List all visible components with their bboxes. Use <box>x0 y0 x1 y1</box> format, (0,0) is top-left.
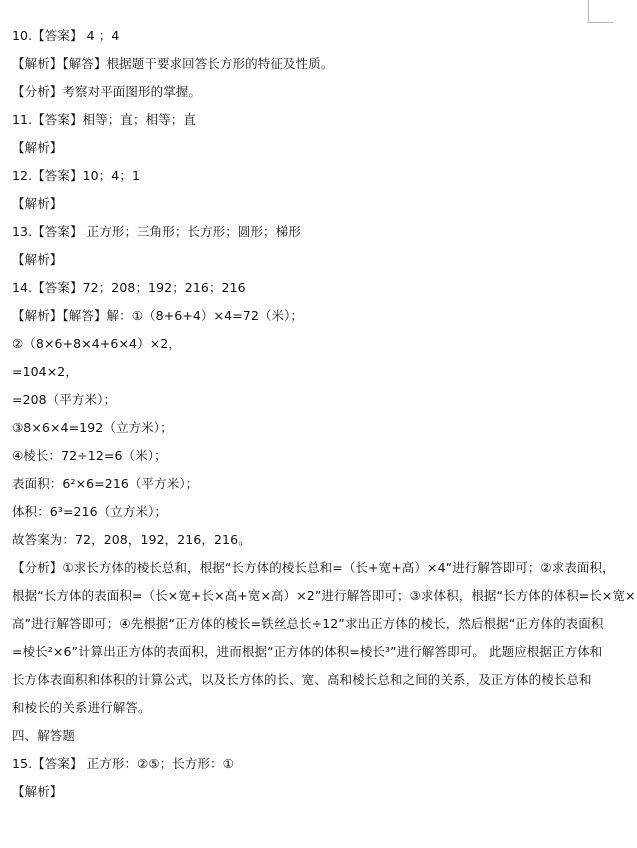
answer-11-line: 11.【答案】相等；直；相等；直 <box>12 112 196 127</box>
analysis-13-line: 【解析】 <box>12 252 63 267</box>
answer-12-line: 12.【答案】10；4；1 <box>12 168 140 183</box>
analysis-14-step2: ②（8×6+8×4+6×4）×2， <box>12 336 181 351</box>
summary-14-line6: 和棱长的关系进行解答。 <box>12 700 151 715</box>
section-heading-4: 四、解答题 <box>12 728 76 743</box>
analysis-14-surface: 表面积：6²×6=216（平方米）； <box>12 476 199 491</box>
summary-14-line1: 【分析】①求长方体的棱长总和，根据“长方体的棱长总和=（长+宽+高）×4”进行解答即可；②求表面积， <box>12 560 615 575</box>
analysis-11-line: 【解析】 <box>12 140 63 155</box>
analysis-14-step1: 【解析】【解答】解：①（8+6+4）×4=72（米）； <box>12 308 304 323</box>
summary-14-line2: 根据“长方体的表面积=（长×宽+长×高+宽×高）×2”进行解答即可；③求体积，根据“长方体的体积=长×宽× <box>12 588 636 603</box>
analysis-14-step2b: =104×2， <box>12 364 78 379</box>
analysis-14-step3: ③8×6×4=192（立方米）； <box>12 420 173 435</box>
analysis-14-volume: 体积：6³=216（立方米）； <box>12 504 168 519</box>
analysis-15-line: 【解析】 <box>12 784 63 799</box>
answer-15-line: 15.【答案】 正方形：②⑤；长方形：① <box>12 756 234 771</box>
analysis-12-line: 【解析】 <box>12 196 63 211</box>
answer-14-line: 14.【答案】72；208；192；216；216 <box>12 280 246 295</box>
answer-10-line: 10.【答案】 4 ；4 <box>12 28 120 43</box>
answer-13-line: 13.【答案】 正方形；三角形；长方形；圆形；梯形 <box>12 224 301 239</box>
analysis-10-line: 【解析】【解答】根据题干要求回答长方形的特征及性质。 <box>12 56 334 71</box>
summary-10-line: 【分析】考察对平面图形的掌握。 <box>12 84 202 99</box>
summary-14-line4: =棱长²×6”计算出正方体的表面积，进而根据“正方体的体积=棱长³”进行解答即可。 此题应根据正方体和 <box>12 644 603 659</box>
analysis-14-step2c: =208（平方米）； <box>12 392 117 407</box>
analysis-14-conclusion: 故答案为：72，208，192，216，216。 <box>12 532 251 547</box>
summary-14-line5: 长方体表面积和体积的计算公式，以及长方体的长、宽、高和棱长总和之间的关系，及正方体的棱长总和 <box>12 672 592 687</box>
document-body <box>12 22 636 806</box>
page-corner-mark <box>588 0 613 23</box>
summary-14-line3: 高”进行解答即可；④先根据“正方体的棱长=铁丝总长÷12”求出正方体的棱长，然后根据“正方体的表面积 <box>12 616 604 631</box>
analysis-14-step4: ④棱长：72÷12=6（米）； <box>12 448 167 463</box>
